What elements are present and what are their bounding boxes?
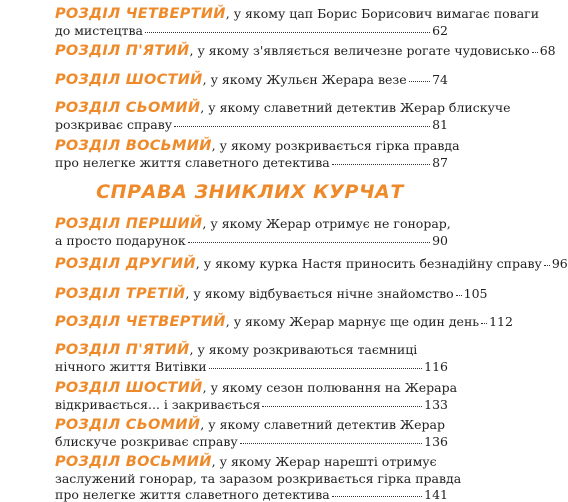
page-number: 68 [539, 43, 556, 58]
toc-entry [55, 417, 448, 449]
page-number: 96 [551, 256, 568, 271]
toc-entry [55, 314, 513, 330]
chapter-heading: РОЗДІЛ СЬОМИЙ [55, 100, 201, 116]
chapter-description-cont: а просто подарунок [55, 233, 186, 248]
toc-entry [55, 100, 511, 132]
chapter-description: у якому відбувається нічне знайомство [193, 286, 454, 301]
dot-leader [332, 486, 422, 497]
chapter-description-cont: нічного життя Витівки [55, 359, 207, 374]
toc-line [55, 359, 448, 374]
toc-line: РОЗДІЛ ЧЕТВЕРТИЙ , у якому Жерар марнує ще один день 112 [55, 314, 513, 330]
toc-entry [55, 6, 540, 38]
toc-line: РОЗДІЛ СЬОМИЙ , у якому славетний детектив Жерар блискуче [55, 100, 511, 116]
page-number: 74 [432, 72, 448, 87]
dot-leader [532, 42, 538, 53]
chapter-heading: РОЗДІЛ ЧЕТВЕРТИЙ [55, 314, 226, 330]
chapter-description: у якому Жульєн Жерара везе [210, 72, 407, 87]
toc-entry [55, 454, 462, 502]
toc-line: РОЗДІЛ ПЕРШИЙ , у якому Жерар отримує не гонорар, [55, 216, 451, 232]
dot-leader [240, 433, 422, 444]
chapter-description: у якому курка Настя приносить безнадійну справу [203, 256, 542, 271]
page-number: 136 [424, 434, 448, 449]
dot-leader [145, 22, 430, 33]
chapter-description: у якому розкривається гірка правда [219, 138, 460, 153]
chapter-description: у якому сезон полювання на Жерара [210, 380, 458, 395]
chapter-description: у якому Жерар отримує не гонорар, [210, 216, 451, 231]
chapter-description-cont: блискуче розкриває справу [55, 434, 238, 449]
chapter-heading: РОЗДІЛ СЬОМИЙ [55, 417, 201, 433]
dot-leader [174, 116, 430, 127]
chapter-description: у якому славетний детектив Жерар блискуче [208, 100, 511, 115]
chapter-heading: РОЗДІЛ ТРЕТІЙ [55, 286, 186, 302]
dot-leader [188, 232, 430, 243]
chapter-description-cont: розкриває справу [55, 117, 173, 132]
chapter-description-cont: до мистецтва [55, 23, 144, 38]
dot-leader [262, 396, 422, 407]
toc-line [55, 155, 448, 170]
chapter-description: у якому Жерар нарешті отримує [219, 454, 437, 469]
page-number: 105 [463, 286, 488, 301]
chapter-description: у якому цап Борис Борисович вимагає поваги [233, 6, 540, 21]
dot-leader [481, 313, 487, 324]
chapter-heading: РОЗДІЛ ВОСЬМИЙ [55, 138, 212, 154]
dot-leader [544, 255, 550, 266]
toc-line: РОЗДІЛ ВОСЬМИЙ , у якому Жерар нарешті отримує [55, 454, 437, 470]
section-title: СПРАВА ЗНИКЛИХ КУРЧАТ [96, 181, 404, 203]
chapter-heading: РОЗДІЛ П'ЯТИЙ [55, 43, 190, 59]
dot-leader [409, 71, 430, 82]
toc-line: РОЗДІЛ П'ЯТИЙ , у якому розкриваються таємниці [55, 342, 418, 358]
toc-line: РОЗДІЛ ДРУГИЙ , у якому курка Настя приносить безнадійну справу 96 [55, 256, 568, 272]
toc-line [55, 471, 462, 486]
toc-line [55, 434, 448, 449]
toc-line [55, 233, 448, 248]
chapter-description-cont: про нелегке життя славетного детектива [55, 487, 330, 502]
toc-line [55, 487, 448, 502]
chapter-heading: РОЗДІЛ ШОСТИЙ [55, 380, 203, 396]
toc-line: РОЗДІЛ ШОСТИЙ , у якому Жульєн Жерара везе 74 [55, 72, 448, 88]
page-number: 81 [432, 117, 448, 132]
dot-leader [332, 154, 430, 165]
toc-line: РОЗДІЛ П'ЯТИЙ , у якому з'являється величезне рогате чудовисько 68 [55, 43, 556, 59]
toc-line: РОЗДІЛ СЬОМИЙ , у якому славетний детектив Жерар [55, 417, 445, 433]
chapter-description-cont: заслужений гонорар, та заразом розкривається гірка правда [55, 471, 462, 486]
chapter-description-cont: про нелегке життя славетного детектива [55, 155, 330, 170]
page-number: 112 [489, 314, 513, 329]
dot-leader [456, 285, 462, 296]
chapter-description-cont: відкривається... і закривається [55, 397, 261, 412]
toc-entry [55, 342, 448, 374]
toc-line: РОЗДІЛ ВОСЬМИЙ , у якому розкривається гірка правда [55, 138, 460, 154]
toc-line: РОЗДІЛ ШОСТИЙ , у якому сезон полювання на Жерара [55, 380, 458, 396]
chapter-heading: РОЗДІЛ ПЕРШИЙ [55, 216, 203, 232]
page-number: 87 [432, 155, 448, 170]
chapter-description: у якому Жерар марнує ще один день [233, 314, 480, 329]
chapter-heading: РОЗДІЛ ШОСТИЙ [55, 72, 203, 88]
toc-entry [55, 286, 488, 302]
toc-entry [55, 72, 448, 88]
page-number: 141 [424, 487, 448, 502]
toc-entry [55, 256, 568, 272]
page-number: 90 [432, 233, 448, 248]
toc-entry [55, 380, 458, 412]
page-number: 133 [424, 397, 448, 412]
page-number: 116 [424, 359, 448, 374]
chapter-description: у якому славетний детектив Жерар [208, 417, 445, 432]
page-number: 62 [432, 23, 448, 38]
toc-line [55, 397, 448, 412]
toc-entry [55, 138, 460, 170]
chapter-heading: РОЗДІЛ ДРУГИЙ [55, 256, 196, 272]
chapter-description: у якому з'являється величезне рогате чудовисько [197, 43, 530, 58]
toc-line: РОЗДІЛ ТРЕТІЙ , у якому відбувається нічне знайомство 105 [55, 286, 488, 302]
chapter-heading: РОЗДІЛ ВОСЬМИЙ [55, 454, 212, 470]
toc-line: РОЗДІЛ ЧЕТВЕРТИЙ , у якому цап Борис Борисович вимагає поваги [55, 6, 540, 22]
toc-line [55, 117, 448, 132]
toc-entry [55, 216, 451, 248]
dot-leader [209, 358, 423, 369]
chapter-heading: РОЗДІЛ П'ЯТИЙ [55, 342, 190, 358]
toc-entry [55, 43, 556, 59]
chapter-description: у якому розкриваються таємниці [197, 342, 418, 357]
chapter-heading: РОЗДІЛ ЧЕТВЕРТИЙ [55, 6, 226, 22]
toc-line [55, 23, 448, 38]
